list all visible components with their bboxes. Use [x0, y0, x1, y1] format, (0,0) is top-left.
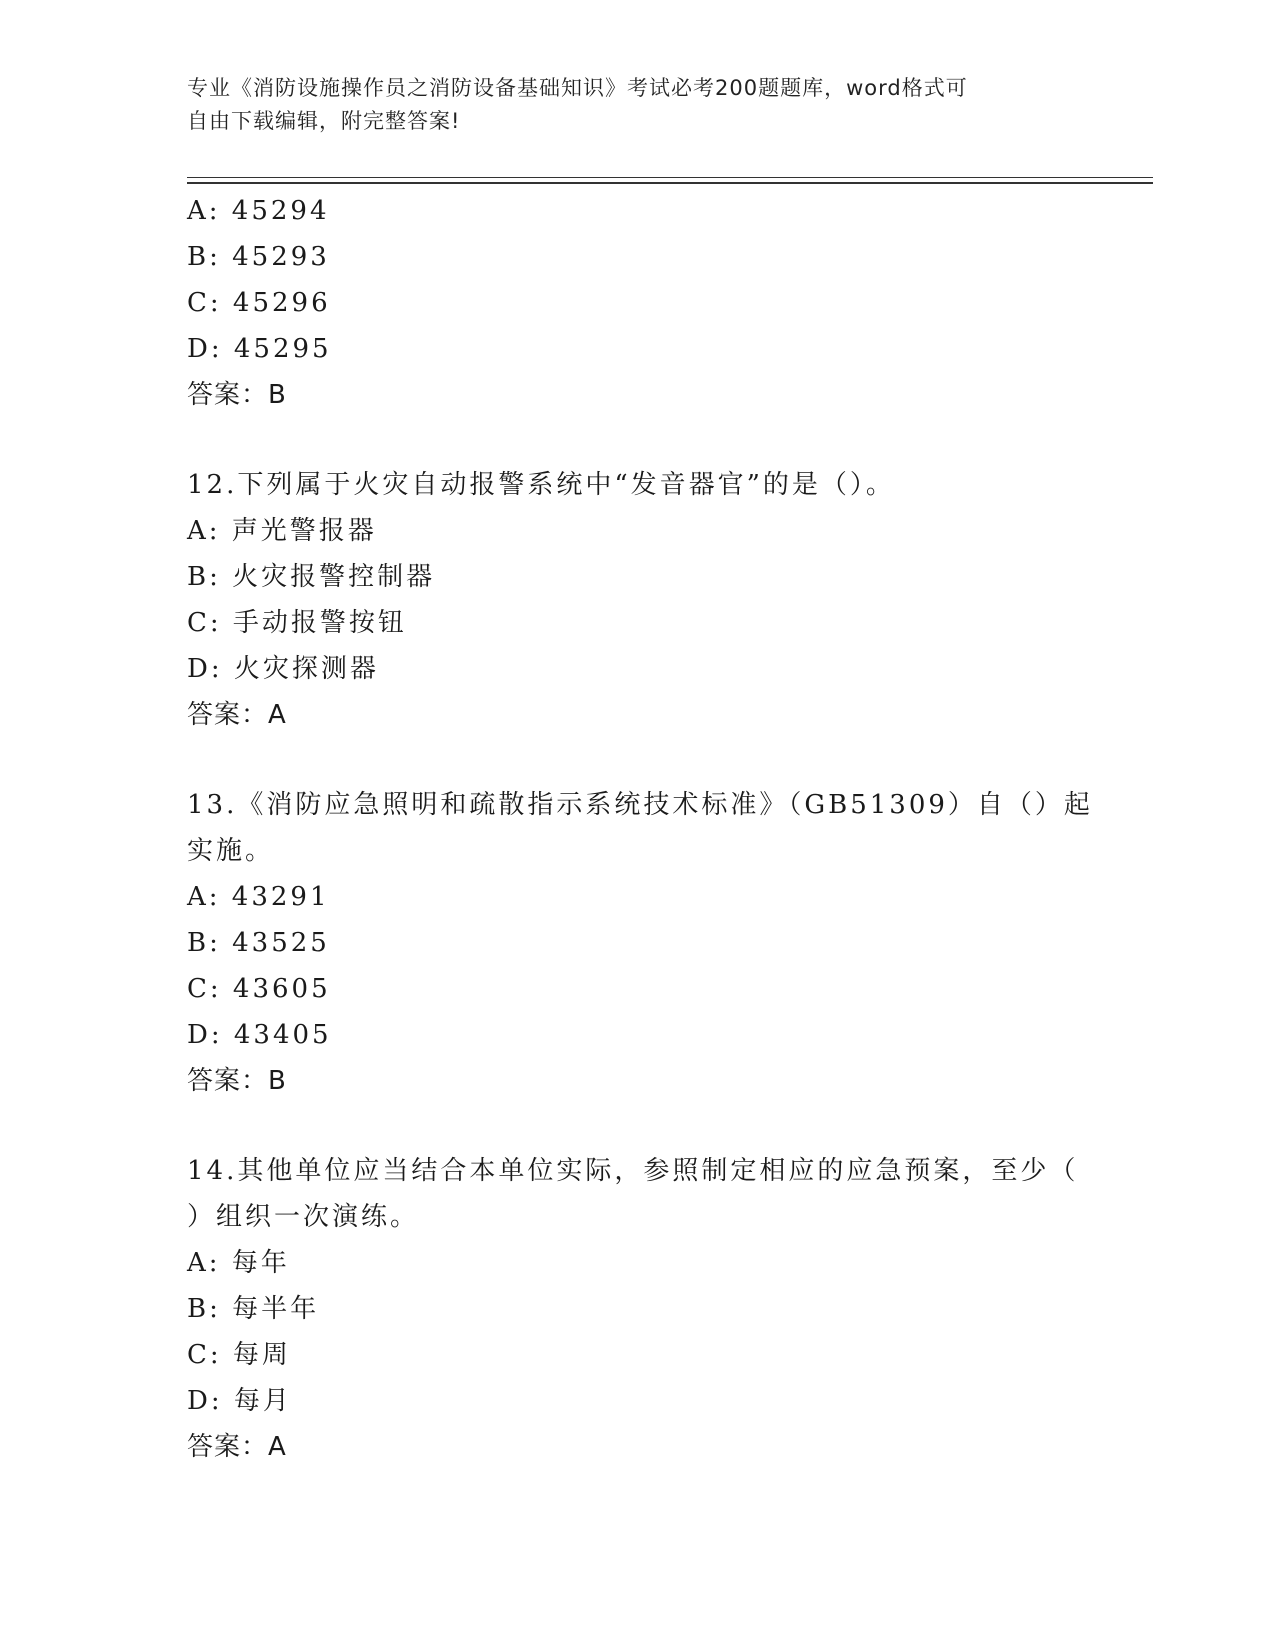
option-a: A: 45294	[187, 196, 330, 226]
question-text-line-1: 13.《消防应急照明和疏散指示系统技术标准》（GB51309）自（）起	[187, 790, 1093, 820]
answer: 答案：A	[187, 1432, 287, 1462]
answer: 答案：B	[187, 1066, 287, 1096]
question-text: 12.下列属于火灾自动报警系统中“发音器官”的是（）。	[187, 470, 895, 500]
question-text-line-1: 14.其他单位应当结合本单位实际，参照制定相应的应急预案，至少（	[187, 1156, 1079, 1186]
spacer	[187, 418, 1087, 462]
spacer	[187, 738, 1087, 782]
question-text-line-2: 实施。	[187, 836, 275, 866]
answer: 答案：A	[187, 700, 287, 730]
question-list	[187, 188, 1093, 1470]
question-text-line-2: ）组织一次演练。	[187, 1202, 420, 1232]
option-a: A: 声光警报器	[187, 516, 377, 546]
option-b: B: 45293	[187, 242, 330, 272]
option-d: D: 每月	[187, 1386, 292, 1416]
option-c: C: 手动报警按钮	[187, 608, 407, 638]
option-a: A: 每年	[187, 1248, 290, 1278]
option-b: B: 每半年	[187, 1294, 320, 1324]
option-c: C: 每周	[187, 1340, 291, 1370]
option-b: B: 火灾报警控制器	[187, 562, 436, 592]
header-divider-thick	[187, 182, 1153, 184]
option-a: A: 43291	[187, 882, 330, 912]
document-header	[187, 72, 1067, 138]
option-d: D: 45295	[187, 334, 332, 364]
spacer	[187, 1104, 1087, 1148]
header-line-2: 自由下载编辑，附完整答案!	[187, 109, 461, 133]
header-line-1: 专业《消防设施操作员之消防设备基础知识》考试必考200题题库，word格式可	[187, 76, 968, 100]
option-c: C: 45296	[187, 288, 331, 318]
option-d: D: 火灾探测器	[187, 654, 379, 684]
question-14	[187, 1148, 1087, 1470]
option-b: B: 43525	[187, 928, 330, 958]
option-d: D: 43405	[187, 1020, 332, 1050]
question-11	[187, 188, 1087, 418]
header-divider-thin	[187, 177, 1153, 178]
option-c: C: 43605	[187, 974, 331, 1004]
question-12	[187, 462, 1087, 738]
question-13	[187, 782, 1093, 1104]
answer: 答案：B	[187, 380, 287, 410]
